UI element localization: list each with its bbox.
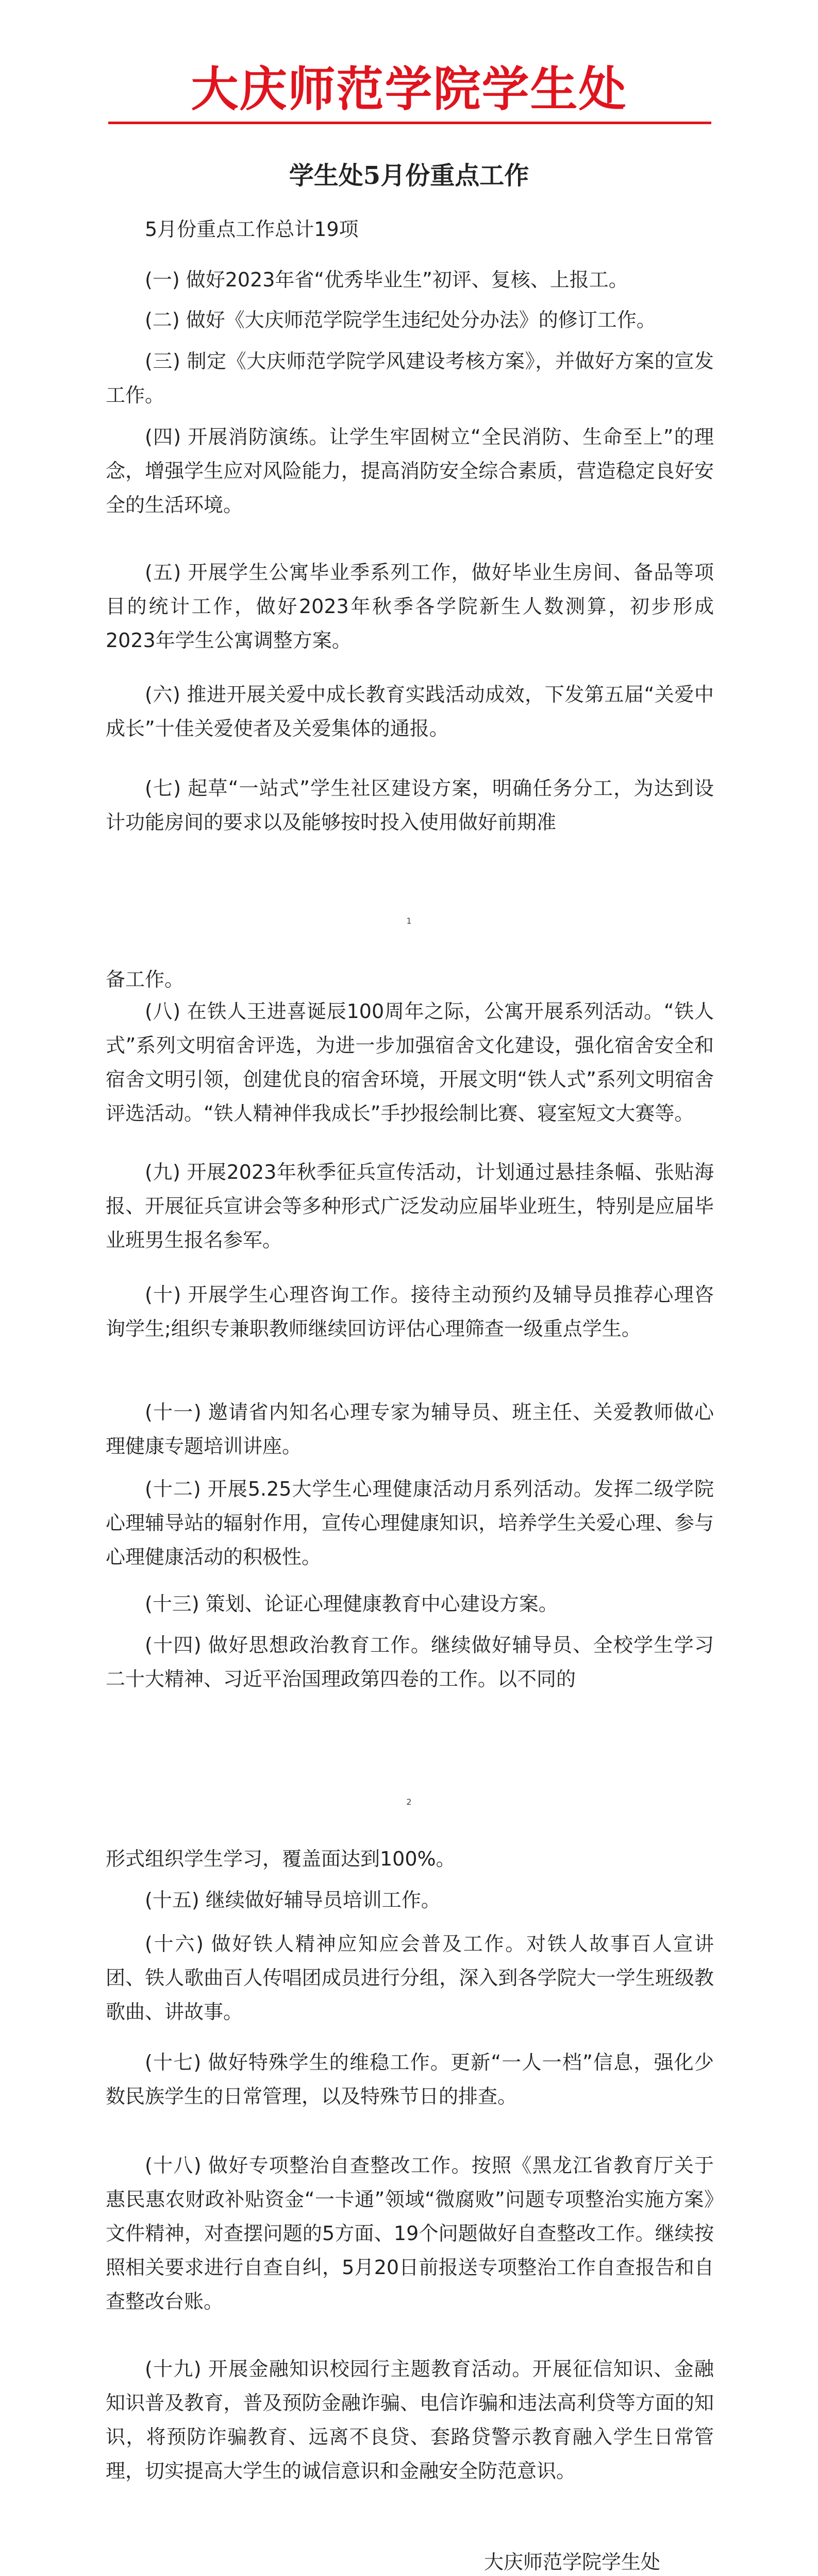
- work-item-continued: 备工作。: [106, 968, 185, 991]
- page-number: 1: [406, 916, 412, 926]
- work-item: (九) 开展2023年秋季征兵宣传活动，计划通过悬挂条幅、张贴海报、开展征兵宣讲会等多种形式广泛发动应届毕业班生，特别是应届毕业班男生报名参军。: [106, 1161, 714, 1251]
- work-item: (一) 做好2023年省“优秀毕业生”初评、复核、上报工。: [145, 268, 628, 291]
- work-item: (八) 在铁人王进喜诞辰100周年之际，公寓开展系列活动。“铁人式”系列文明宿舍评选，为进一步加强宿舍文化建设，强化宿舍安全和宿舍文明引领，创建优良的宿舍环境，开展文明“铁人式”系列文明宿舍评选活动。“铁人精神伴我成长”手抄报绘制比赛、寝室短文大赛等。: [106, 1000, 714, 1125]
- work-item: (十八) 做好专项整治自查整改工作。按照《黑龙江省教育厅关于惠民惠农财政补贴资金“一卡通”领域“微腐败”问题专项整治实施方案》文件精神，对查摆问题的5方面、19个问题做好自查整改工作。继续按照相关要求进行自查自纠，5月20日前报送专项整治工作自查报告和自查整改台账。: [106, 2154, 714, 2313]
- work-item: (十六) 做好铁人精神应知应会普及工作。对铁人故事百人宣讲团、铁人歌曲百人传唱团成员进行分组，深入到各学院大一学生班级教歌曲、讲故事。: [106, 1933, 714, 2023]
- work-item: (十三) 策划、论证心理健康教育中心建设方案。: [145, 1592, 558, 1615]
- work-item: (四) 开展消防演练。让学生牢固树立“全民消防、生命至上”的理念，增强学生应对风险能力，提高消防安全综合素质，营造稳定良好安全的生活环境。: [106, 426, 714, 516]
- page-number: 2: [406, 1797, 412, 1807]
- work-item: (十) 开展学生心理咨询工作。接待主动预约及辅导员推荐心理咨询学生;组织专兼职教师继续回访评估心理筛查一级重点学生。: [106, 1283, 714, 1340]
- work-item: (十九) 开展金融知识校园行主题教育活动。开展征信知识、金融知识普及教育，普及预防金融诈骗、电信诈骗和违法高利贷等方面的知识，将预防诈骗教育、远离不良贷、套路贷警示教育融入学生日常管理，切实提高大学生的诚信意识和金融安全防范意识。: [106, 2358, 714, 2482]
- work-item: (六) 推进开展关爱中成长教育实践活动成效，下发第五届“关爱中成长”十佳关爱使者及关爱集体的通报。: [106, 683, 714, 740]
- work-item: (五) 开展学生公寓毕业季系列工作，做好毕业生房间、备品等项目的统计工作，做好2023年秋季各学院新生人数测算，初步形成2023年学生公寓调整方案。: [106, 561, 714, 652]
- work-item: (十五) 继续做好辅导员培训工作。: [145, 1889, 441, 1911]
- work-item-continued: 形式组织学生学习，覆盖面达到100%。: [106, 1848, 456, 1870]
- work-item: (十二) 开展5.25大学生心理健康活动月系列活动。发挥二级学院心理辅导站的辐射作用，宣传心理健康知识，培养学生关爱心理、参与心理健康活动的积极性。: [106, 1478, 714, 1568]
- work-item: (二) 做好《大庆师范学院学生违纪处分办法》的修订工作。: [145, 309, 656, 331]
- work-item: (十七) 做好特殊学生的维稳工作。更新“一人一档”信息，强化少数民族学生的日常管理，以及特殊节日的排查。: [106, 2051, 714, 2108]
- document-title: 学生处5月份重点工作: [289, 161, 529, 190]
- header-divider: [108, 122, 711, 124]
- work-item: (十一) 邀请省内知名心理专家为辅导员、班主任、关爱教师做心理健康专题培训讲座。: [106, 1401, 714, 1458]
- header-org-title: 大庆师范学院学生处: [191, 62, 627, 117]
- signature-org: 大庆师范学院学生处: [483, 2551, 660, 2573]
- work-item: (十四) 做好思想政治教育工作。继续做好辅导员、全校学生学习二十大精神、习近平治国理政第四卷的工作。以不同的: [106, 1634, 714, 1690]
- work-item: (三) 制定《大庆师范学院学风建设考核方案》，并做好方案的宣发工作。: [106, 350, 714, 406]
- document-summary: 5月份重点工作总计19项: [145, 218, 359, 241]
- work-item: (七) 起草“一站式”学生社区建设方案，明确任务分工，为达到设计功能房间的要求以及能够按时投入使用做好前期准: [106, 777, 714, 834]
